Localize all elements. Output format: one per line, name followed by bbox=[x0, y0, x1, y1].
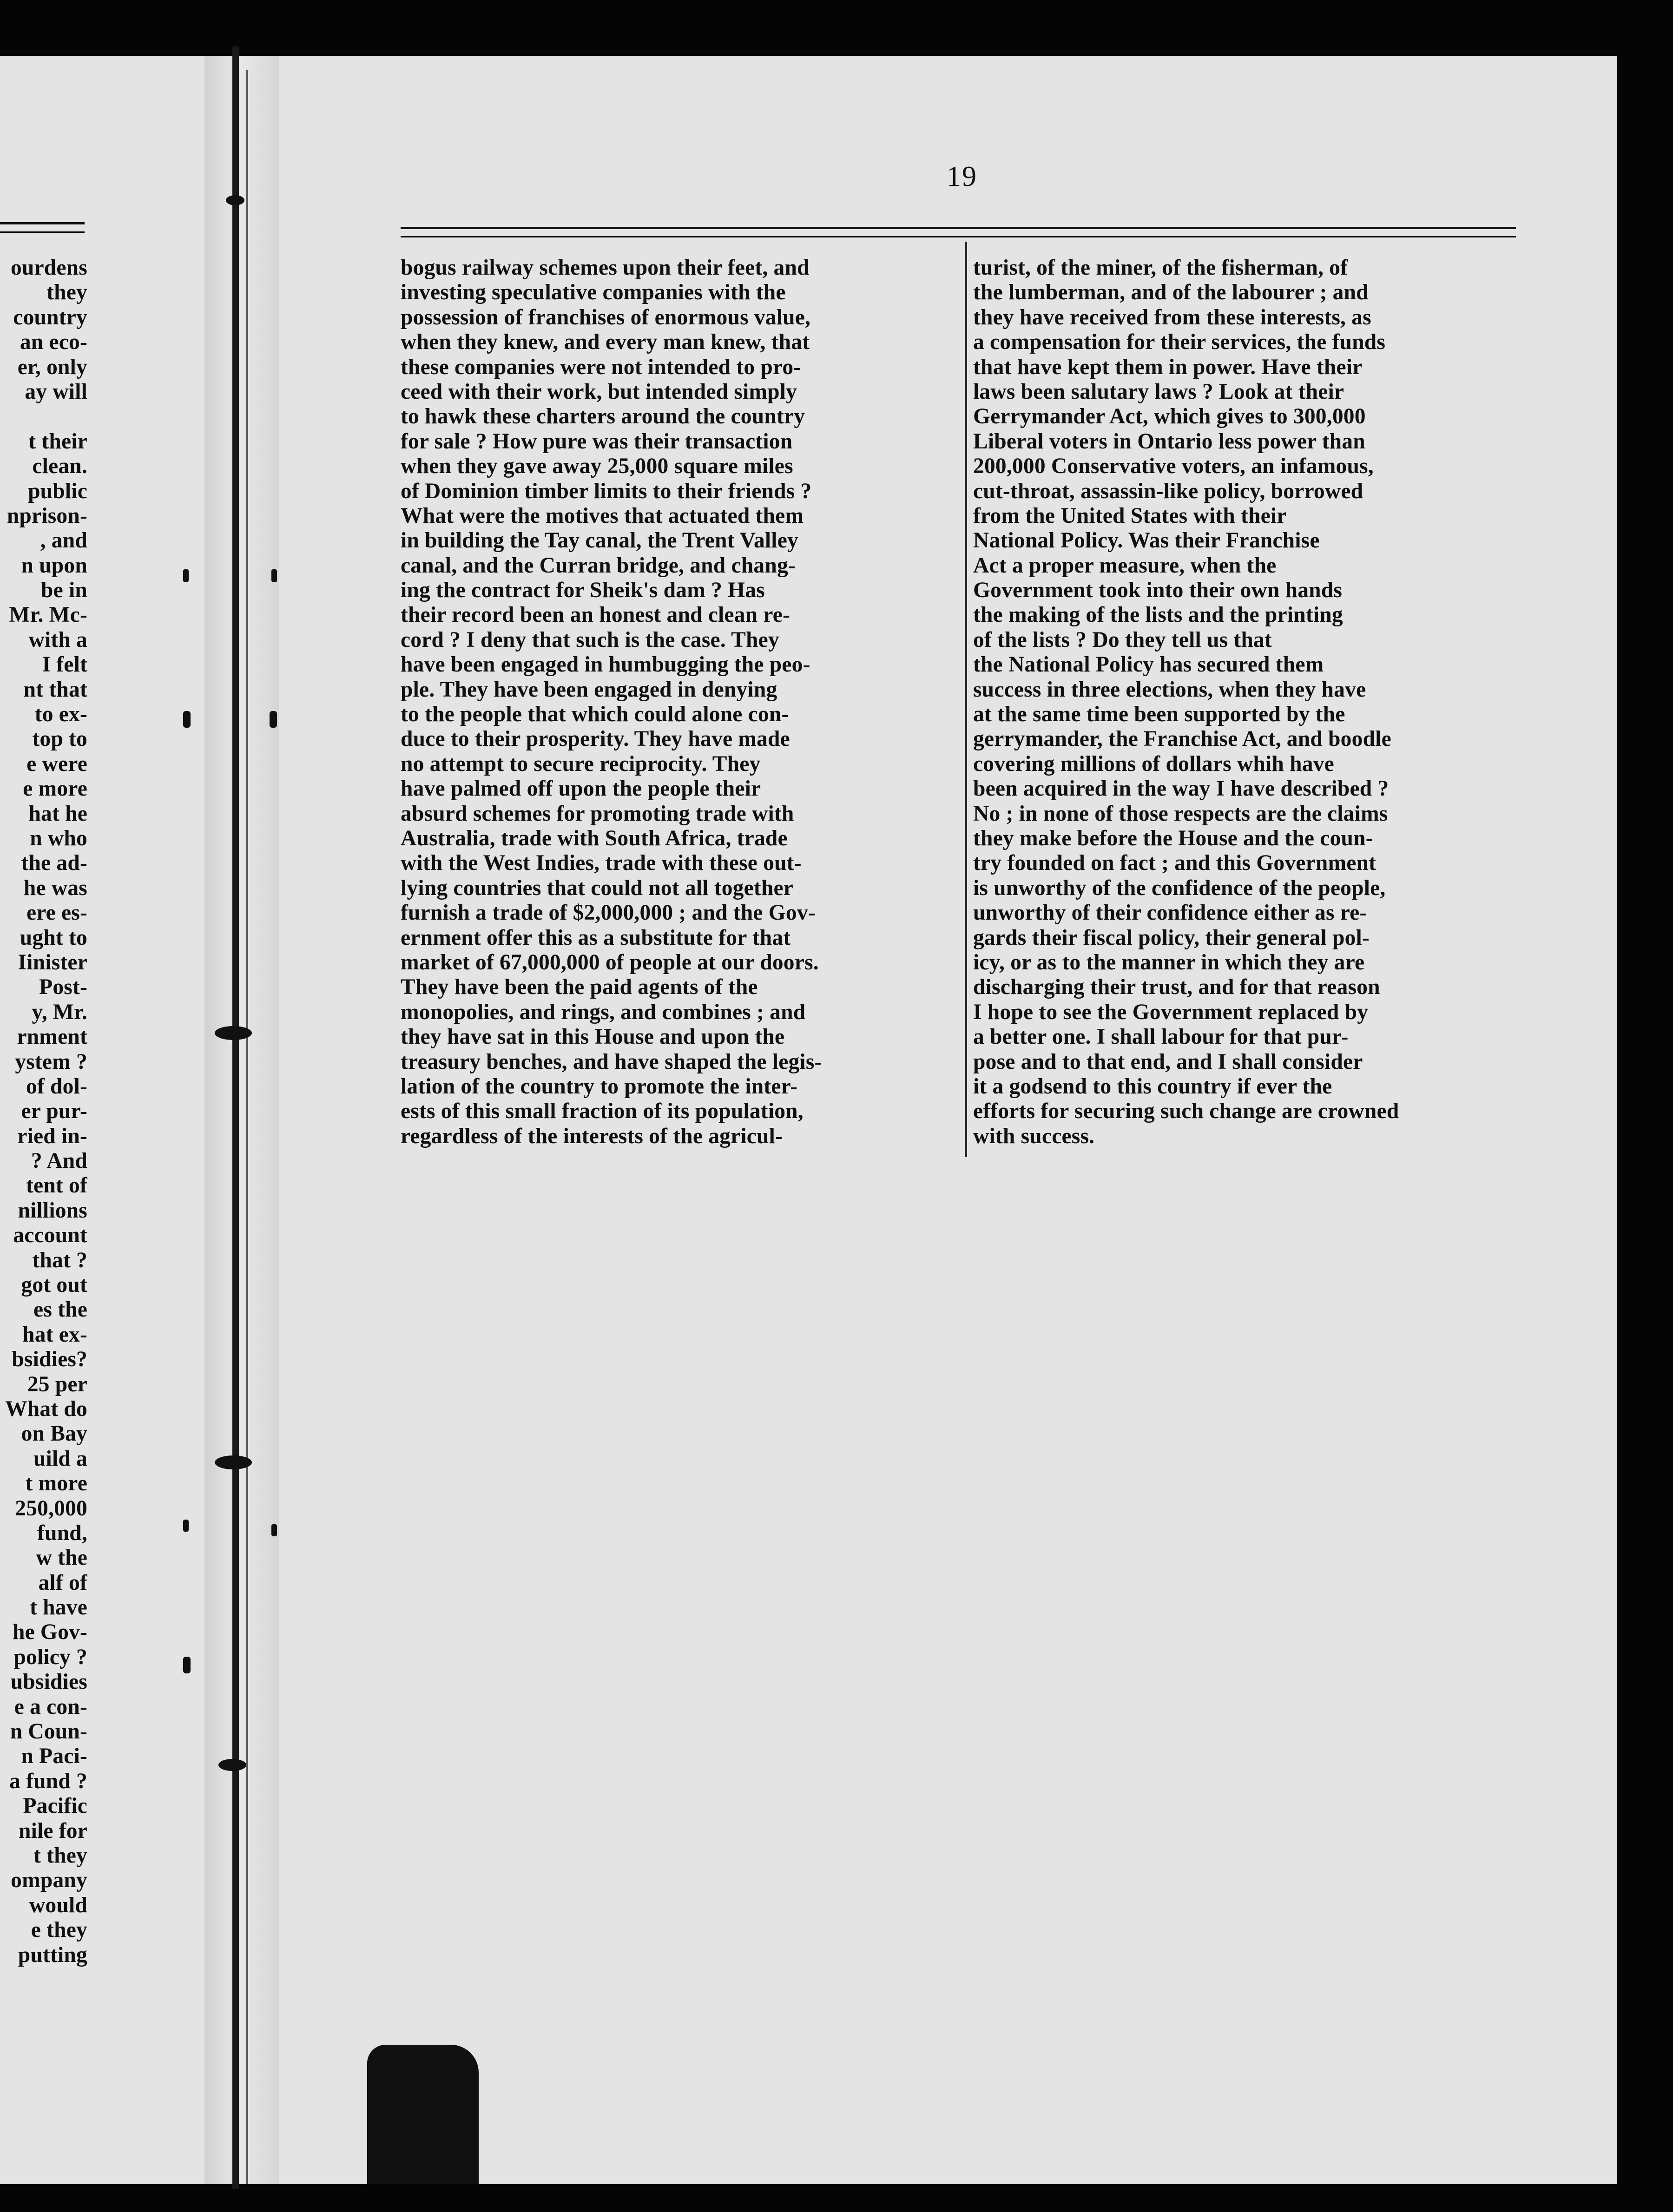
fragment-line: rnment bbox=[17, 1025, 87, 1049]
fragment-line: country bbox=[13, 305, 87, 329]
text-line: covering millions of dollars whih have bbox=[973, 751, 1334, 776]
text-line: monopolies, and rings, and combines ; and bbox=[401, 1000, 806, 1024]
page-number: 19 bbox=[947, 161, 977, 192]
text-line: of Dominion timber limits to their friends ? bbox=[401, 479, 812, 503]
left-page-fragment bbox=[0, 256, 87, 1968]
text-line: of the lists ? Do they tell us that bbox=[973, 627, 1272, 652]
fragment-line: uild a bbox=[33, 1446, 87, 1471]
fragment-line: public bbox=[28, 479, 87, 503]
fragment-line: t they bbox=[33, 1843, 87, 1868]
fragment-line: ay will bbox=[25, 379, 87, 404]
text-line: ing the contract for Sheik's dam ? Has bbox=[401, 578, 765, 603]
fragment-line: ystem ? bbox=[15, 1049, 87, 1074]
text-line: pose and to that end, and I shall consider bbox=[973, 1049, 1363, 1074]
header-rule bbox=[401, 227, 1516, 229]
text-line: turist, of the miner, of the fisherman, of bbox=[973, 256, 1348, 280]
scan-right-edge bbox=[1617, 0, 1673, 2212]
text-line: they have sat in this House and upon the bbox=[401, 1025, 785, 1049]
text-line: absurd schemes for promoting trade with bbox=[401, 801, 794, 826]
text-line: from the United States with their bbox=[973, 503, 1287, 528]
fragment-line: n Paci- bbox=[21, 1744, 87, 1769]
text-line: ests of this small fraction of its population, bbox=[401, 1099, 804, 1124]
fragment-line: top to bbox=[32, 727, 87, 751]
text-line: a compensation for their services, the funds bbox=[973, 330, 1386, 355]
left-page-header-rule bbox=[0, 222, 85, 224]
text-line: unworthy of their confidence either as re- bbox=[973, 901, 1367, 925]
fragment-line: ubsidies bbox=[10, 1670, 87, 1694]
fragment-line: er pur- bbox=[21, 1099, 87, 1124]
text-line: with the West Indies, trade with these out- bbox=[401, 851, 802, 876]
text-line: to the people that which could alone con- bbox=[401, 702, 789, 727]
fragment-line: be in bbox=[41, 578, 87, 603]
fragment-line: ught to bbox=[20, 925, 87, 950]
fragment-line: he Gov- bbox=[12, 1620, 87, 1645]
fragment-line: would bbox=[29, 1893, 87, 1917]
fragment-line: alf of bbox=[38, 1570, 87, 1595]
text-line: have palmed off upon the people their bbox=[401, 777, 761, 801]
column-divider bbox=[965, 242, 967, 1157]
stitch-mark bbox=[215, 1455, 252, 1469]
text-line: ernment offer this as a substitute for that bbox=[401, 925, 791, 950]
fragment-line: hat he bbox=[28, 801, 87, 826]
fragment-line: to ex- bbox=[34, 702, 87, 727]
stitch-mark bbox=[183, 1520, 189, 1532]
fragment-line: nprison- bbox=[7, 503, 87, 528]
fragment-line: fund, bbox=[37, 1521, 87, 1545]
fragment-line: ried in- bbox=[17, 1124, 87, 1148]
text-line: the lumberman, and of the labourer ; and bbox=[973, 280, 1369, 305]
text-line: Liberal voters in Ontario less power than bbox=[973, 429, 1365, 454]
fragment-line: they bbox=[46, 280, 87, 305]
fragment-line: ? And bbox=[31, 1149, 87, 1173]
fragment-line: es the bbox=[33, 1297, 87, 1322]
fragment-line: t have bbox=[30, 1595, 87, 1620]
text-line: Australia, trade with South Africa, trade bbox=[401, 826, 788, 850]
fragment-line: he was bbox=[23, 876, 87, 900]
fragment-line: policy ? bbox=[13, 1645, 87, 1669]
text-line: 200,000 Conservative voters, an infamous, bbox=[973, 454, 1374, 479]
stitch-mark bbox=[183, 1657, 191, 1673]
text-column-left bbox=[401, 256, 952, 1149]
stitch-mark bbox=[218, 1759, 246, 1771]
text-line: their record been an honest and clean re- bbox=[401, 603, 790, 627]
text-line: gerrymander, the Franchise Act, and boodle bbox=[973, 727, 1391, 751]
text-line: been acquired in the way I have described ? bbox=[973, 777, 1389, 801]
fragment-line: Post- bbox=[39, 975, 87, 1000]
fragment-line: e a con- bbox=[14, 1694, 87, 1719]
fragment-line: e were bbox=[26, 751, 87, 776]
scan-bottom-edge bbox=[0, 2184, 1673, 2212]
fragment-line: Mr. Mc- bbox=[9, 603, 87, 627]
fragment-line: t more bbox=[25, 1471, 87, 1496]
text-line: Act a proper measure, when the bbox=[973, 553, 1277, 578]
text-line: gards their fiscal policy, their general pol- bbox=[973, 925, 1370, 950]
text-line: cord ? I deny that such is the case. They bbox=[401, 627, 779, 652]
fragment-line: hat ex- bbox=[22, 1322, 87, 1347]
fragment-line bbox=[0, 404, 87, 429]
fragment-line: on Bay bbox=[21, 1422, 87, 1446]
fragment-line: a fund ? bbox=[9, 1769, 87, 1793]
text-line: they make before the House and the coun- bbox=[973, 826, 1373, 850]
header-rule bbox=[401, 236, 1516, 237]
text-line: bogus railway schemes upon their feet, and bbox=[401, 256, 810, 280]
text-line: to hawk these charters around the country bbox=[401, 404, 805, 429]
fragment-line: n who bbox=[30, 826, 87, 850]
fragment-line: tent of bbox=[26, 1173, 87, 1198]
fragment-line: got out bbox=[21, 1273, 87, 1297]
left-page-header-rule bbox=[0, 231, 85, 233]
text-line: laws been salutary laws ? Look at their bbox=[973, 379, 1344, 404]
text-line: icy, or as to the manner in which they are bbox=[973, 950, 1365, 974]
fragment-line: w the bbox=[36, 1546, 87, 1570]
fragment-line: e they bbox=[31, 1918, 87, 1942]
fragment-line: putting bbox=[18, 1942, 87, 1967]
fragment-line: 25 per bbox=[27, 1372, 87, 1396]
text-line: when they knew, and every man knew, that bbox=[401, 330, 810, 355]
text-line: at the same time been supported by the bbox=[973, 702, 1345, 727]
stitch-mark bbox=[183, 711, 191, 728]
text-line: try founded on fact ; and this Government bbox=[973, 851, 1377, 876]
fragment-line: an eco- bbox=[20, 330, 87, 355]
fragment-line: ourdens bbox=[10, 256, 87, 280]
fragment-line: , and bbox=[40, 528, 87, 553]
text-line: Gerrymander Act, which gives to 300,000 bbox=[973, 404, 1366, 429]
fragment-line: Pacific bbox=[23, 1794, 87, 1818]
text-line: that have kept them in power. Have their bbox=[973, 355, 1363, 379]
text-line: duce to their prosperity. They have made bbox=[401, 727, 790, 751]
text-line: it a godsend to this country if ever the bbox=[973, 1074, 1332, 1099]
fragment-line: with a bbox=[28, 627, 87, 652]
fragment-line: nt that bbox=[23, 677, 87, 702]
text-line: a better one. I shall labour for that pur- bbox=[973, 1025, 1349, 1049]
text-line: I hope to see the Government replaced by bbox=[973, 1000, 1369, 1024]
text-line: when they gave away 25,000 square miles bbox=[401, 454, 793, 479]
fragment-line: of dol- bbox=[26, 1074, 87, 1099]
scan-top-edge bbox=[0, 0, 1673, 65]
text-line: canal, and the Curran bridge, and chang- bbox=[401, 553, 796, 578]
text-line: have been engaged in humbugging the peo- bbox=[401, 652, 810, 677]
binding-spine bbox=[232, 46, 239, 2189]
text-line: Government took into their own hands bbox=[973, 578, 1343, 603]
text-line: regardless of the interests of the agricul- bbox=[401, 1124, 783, 1148]
fragment-line: I felt bbox=[42, 652, 87, 677]
fragment-line: y, Mr. bbox=[32, 1000, 87, 1024]
text-line: the National Policy has secured them bbox=[973, 652, 1324, 677]
text-line: is unworthy of the confidence of the people, bbox=[973, 876, 1386, 900]
stitch-mark bbox=[271, 569, 277, 582]
text-line: lation of the country to promote the inter- bbox=[401, 1074, 798, 1099]
text-line: discharging their trust, and for that reason bbox=[973, 975, 1380, 1000]
text-line: for sale ? How pure was their transaction bbox=[401, 429, 793, 454]
text-column-right bbox=[973, 256, 1524, 1149]
text-line: No ; in none of those respects are the claims bbox=[973, 801, 1388, 826]
binding-spine-shadow bbox=[246, 70, 248, 2184]
text-line: furnish a trade of $2,000,000 ; and the Gov- bbox=[401, 901, 816, 925]
text-line: National Policy. Was their Franchise bbox=[973, 528, 1320, 553]
fragment-line: What do bbox=[5, 1396, 87, 1421]
fragment-line: bsidies? bbox=[12, 1347, 87, 1372]
text-line: lying countries that could not all together bbox=[401, 876, 794, 900]
fragment-line: the ad- bbox=[21, 851, 87, 876]
fragment-line: Iinister bbox=[18, 950, 87, 974]
text-line: investing speculative companies with the bbox=[401, 280, 786, 305]
text-line: these companies were not intended to pro- bbox=[401, 355, 801, 379]
text-line: treasury benches, and have shaped the legis- bbox=[401, 1049, 822, 1074]
text-line: no attempt to secure reciprocity. They bbox=[401, 751, 761, 776]
stitch-mark bbox=[271, 1524, 277, 1536]
fragment-line: nillions bbox=[18, 1198, 87, 1223]
fragment-line: t their bbox=[28, 429, 87, 454]
text-line: the making of the lists and the printing bbox=[973, 603, 1343, 627]
fragment-line: er, only bbox=[17, 355, 87, 379]
text-line: ple. They have been engaged in denying bbox=[401, 677, 777, 702]
fragment-line: n Coun- bbox=[10, 1719, 87, 1744]
text-line: They have been the paid agents of the bbox=[401, 975, 758, 1000]
text-line: in building the Tay canal, the Trent Valley bbox=[401, 528, 798, 553]
stitch-mark bbox=[226, 195, 244, 205]
text-line: What were the motives that actuated them bbox=[401, 503, 804, 528]
text-line: with success. bbox=[973, 1124, 1095, 1148]
text-line: efforts for securing such change are crowned bbox=[973, 1099, 1399, 1124]
fragment-line: clean. bbox=[32, 454, 87, 479]
ink-blot bbox=[367, 2045, 479, 2184]
text-line: ceed with their work, but intended simply bbox=[401, 379, 797, 404]
fragment-line: account bbox=[13, 1223, 87, 1248]
fragment-line: 250,000 bbox=[15, 1496, 87, 1521]
text-line: success in three elections, when they have bbox=[973, 677, 1366, 702]
stitch-mark bbox=[270, 711, 277, 728]
stitch-mark bbox=[183, 569, 189, 582]
text-line: market of 67,000,000 of people at our doors. bbox=[401, 950, 819, 974]
text-line: they have received from these interests, as bbox=[973, 305, 1371, 329]
text-line: cut-throat, assassin-like policy, borrowed bbox=[973, 479, 1363, 503]
fragment-line: ompany bbox=[11, 1868, 87, 1893]
fragment-line: that ? bbox=[32, 1248, 87, 1272]
text-line: possession of franchises of enormous value, bbox=[401, 305, 811, 329]
fragment-line: ere es- bbox=[26, 901, 87, 925]
fragment-line: n upon bbox=[21, 553, 87, 578]
fragment-line: nile for bbox=[18, 1818, 87, 1843]
stitch-mark bbox=[215, 1026, 252, 1040]
binding-gutter bbox=[204, 56, 279, 2184]
fragment-line: e more bbox=[23, 777, 87, 801]
